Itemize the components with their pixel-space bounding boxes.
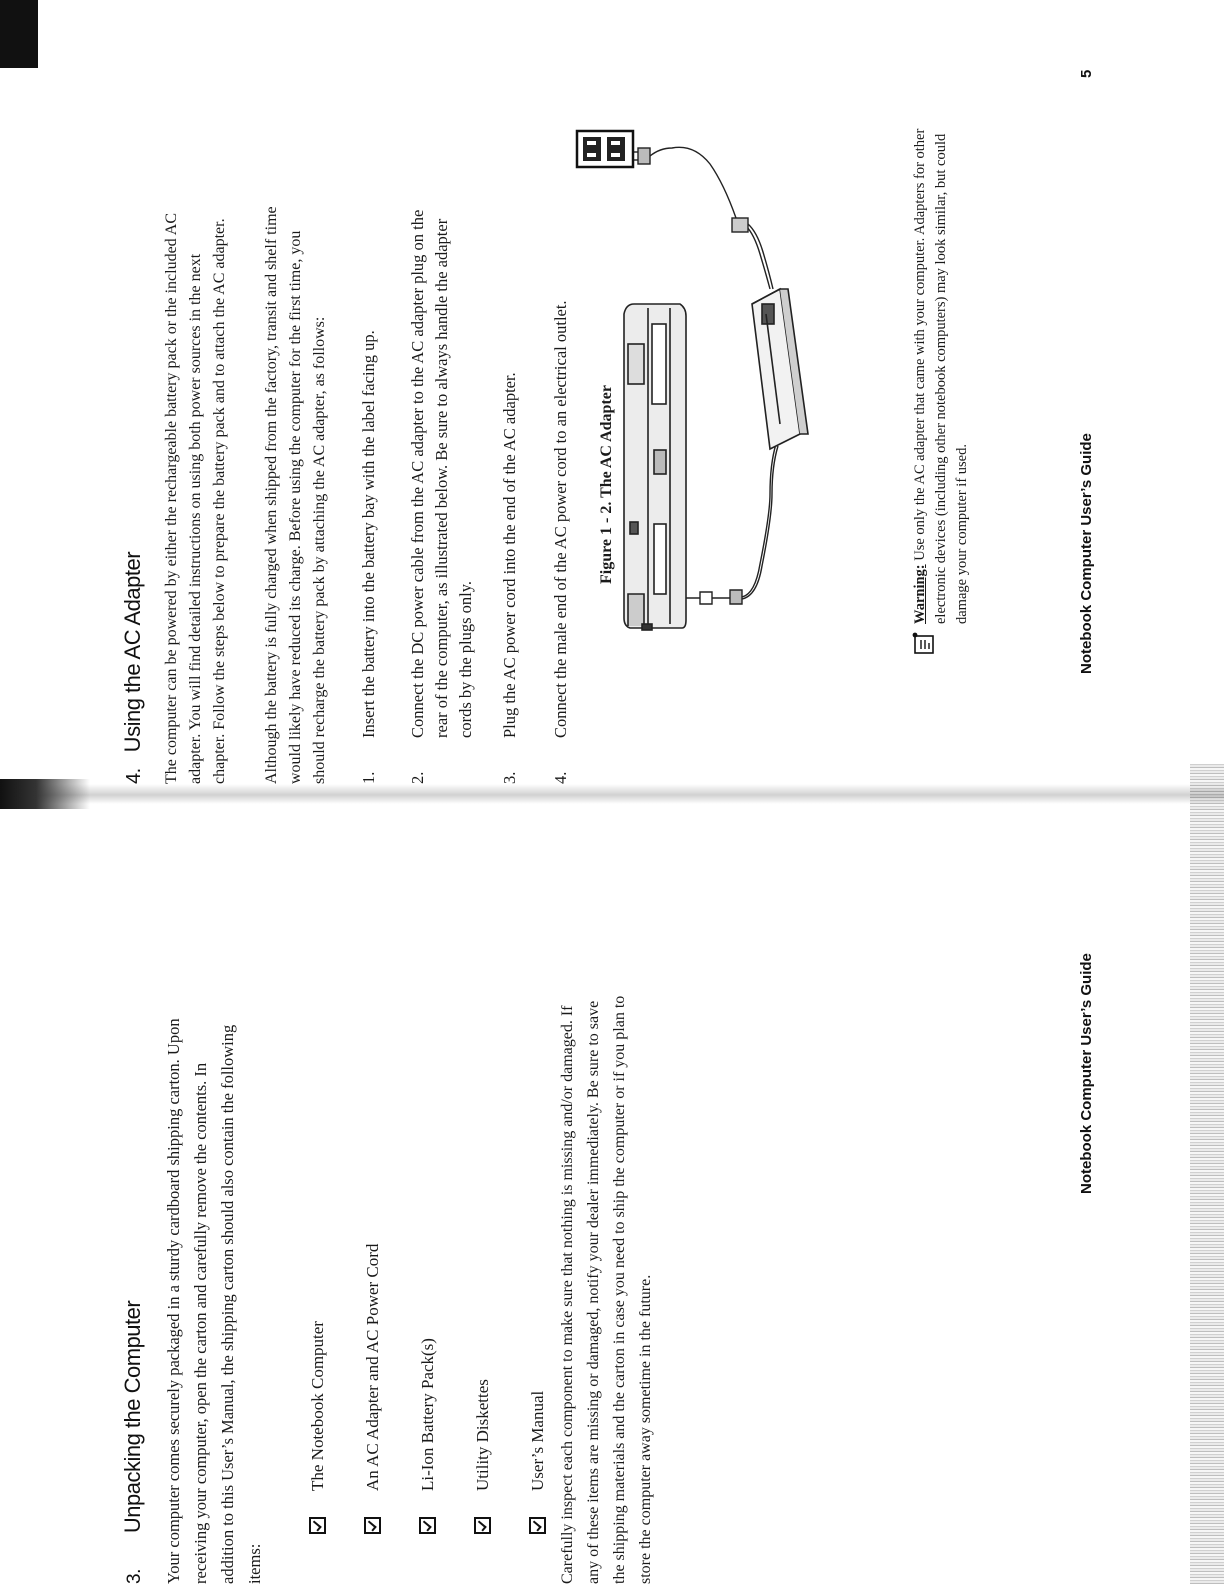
steps-list (355, 69, 574, 784)
section-heading (120, 1301, 146, 1584)
text-line: cords by the plugs only. (456, 580, 475, 738)
notebook-computer-drawing (624, 304, 686, 630)
text-line: store the computer away sometime in the future. (637, 1274, 654, 1584)
battery-paragraph (260, 69, 332, 784)
text-line: Your computer comes securely packaged in a sturdy cardboard shipping carton. Upon (164, 1018, 183, 1584)
text-line: Connect the male end of the AC power cord to an electrical outlet. (551, 300, 570, 738)
step-number: 2. (408, 771, 427, 784)
scan-gutter (0, 784, 1224, 804)
warning-line: Use only the AC adapter that came with your computer. Adapters for other (912, 128, 928, 565)
text-line: would likely have reduced its charge. Before using the computer for the first time, you (287, 230, 304, 784)
step-item (496, 69, 523, 784)
text-line: addition to this User’s Manual, the shipping carton should also contain the following (218, 1024, 237, 1584)
ac-power-cord-drawing (632, 147, 773, 289)
checked-box-icon (309, 1517, 326, 1534)
checked-box-icon (364, 1517, 381, 1534)
warning-label: Warning: (912, 564, 928, 624)
checked-box-icon (419, 1517, 436, 1534)
item-label: User’s Manual (527, 1390, 547, 1491)
figure-caption: Figure 1 - 2. The AC Adapter (598, 385, 615, 584)
step-item (547, 69, 574, 784)
step-number: 1. (359, 771, 378, 784)
list-item (400, 1244, 455, 1534)
step-number: 3. (500, 771, 519, 784)
section-number: 3. (124, 1569, 145, 1584)
right-page (0, 0, 1224, 784)
closing-paragraph (555, 834, 659, 1584)
list-item (455, 1244, 510, 1534)
text-line: items: (245, 1543, 264, 1584)
checked-box-icon (529, 1517, 546, 1534)
intro-paragraph (160, 69, 232, 784)
section-title: Using the AC Adapter (120, 551, 145, 753)
text-line: The computer can be powered by either the rechargeable battery pack or the included AC (163, 212, 180, 784)
text-line: rear of the computer, as illustrated below. Be sure to always handle the adapter (432, 218, 451, 738)
intro-paragraph (160, 864, 268, 1584)
left-footer: Notebook Computer User’s Guide (1078, 953, 1095, 1194)
section-number: 4. (123, 768, 145, 784)
step-item (355, 69, 382, 784)
step-number: 4. (551, 771, 570, 784)
text-line: adapter. You will find detailed instructions on using both power sources in the next (187, 253, 204, 784)
text-line: chapter. Follow the steps below to prepare the battery pack and to attach the AC adapter. (211, 218, 228, 784)
item-label: Li-Ion Battery Pack(s) (417, 1338, 437, 1491)
ac-adapter-illustration (620, 124, 820, 634)
text-line: Plug the AC power cord into the end of the AC adapter. (500, 372, 519, 738)
page-number: 5 (1078, 69, 1095, 78)
note-icon (912, 632, 934, 654)
checked-box-icon (474, 1517, 491, 1534)
item-label: An AC Adapter and AC Power Cord (362, 1243, 382, 1491)
text-line: the shipping materials and the carton in case you need to ship the computer or if you plan to (611, 995, 628, 1584)
text-line: Connect the DC power cable from the AC adapter to the AC adapter plug on the (408, 209, 427, 738)
dc-cable-drawing (686, 444, 778, 604)
warning-text (910, 129, 973, 624)
left-page (0, 804, 1224, 1584)
text-line (910, 129, 931, 624)
list-item (345, 1244, 400, 1534)
step-item (406, 69, 478, 784)
ac-adapter-brick (752, 289, 808, 449)
warning-line: electronic devices (including other notebook computers) may look similar, but could (933, 133, 949, 624)
text-line: Although the battery is fully charged when shipped from the factory, transit and shelf time (263, 206, 280, 784)
warning-note (910, 54, 973, 654)
item-label: Utility Diskettes (472, 1379, 492, 1491)
section-heading (120, 552, 146, 784)
right-footer: Notebook Computer User’s Guide (1078, 433, 1095, 674)
text-line: should recharge the battery pack by attaching the AC adapter, as follows: (311, 316, 328, 784)
text-line: Carefully inspect each component to make sure that nothing is missing and/or damaged. If (559, 1005, 576, 1584)
warning-line: damage your computer if used. (954, 444, 970, 624)
section-title: Unpacking the Computer (120, 1300, 145, 1534)
list-item (290, 1244, 345, 1534)
item-label: The Notebook Computer (307, 1321, 327, 1491)
contents-list (290, 1244, 565, 1534)
wall-outlet-icon (575, 129, 635, 169)
text-line: any of these items are missing or damaged, notify your dealer immediately. Be sure to save (585, 1000, 602, 1584)
text-line: receiving your computer, open the carton and carefully remove the contents. In (191, 1062, 210, 1584)
text-line: Insert the battery into the battery bay with the label facing up. (359, 330, 378, 738)
